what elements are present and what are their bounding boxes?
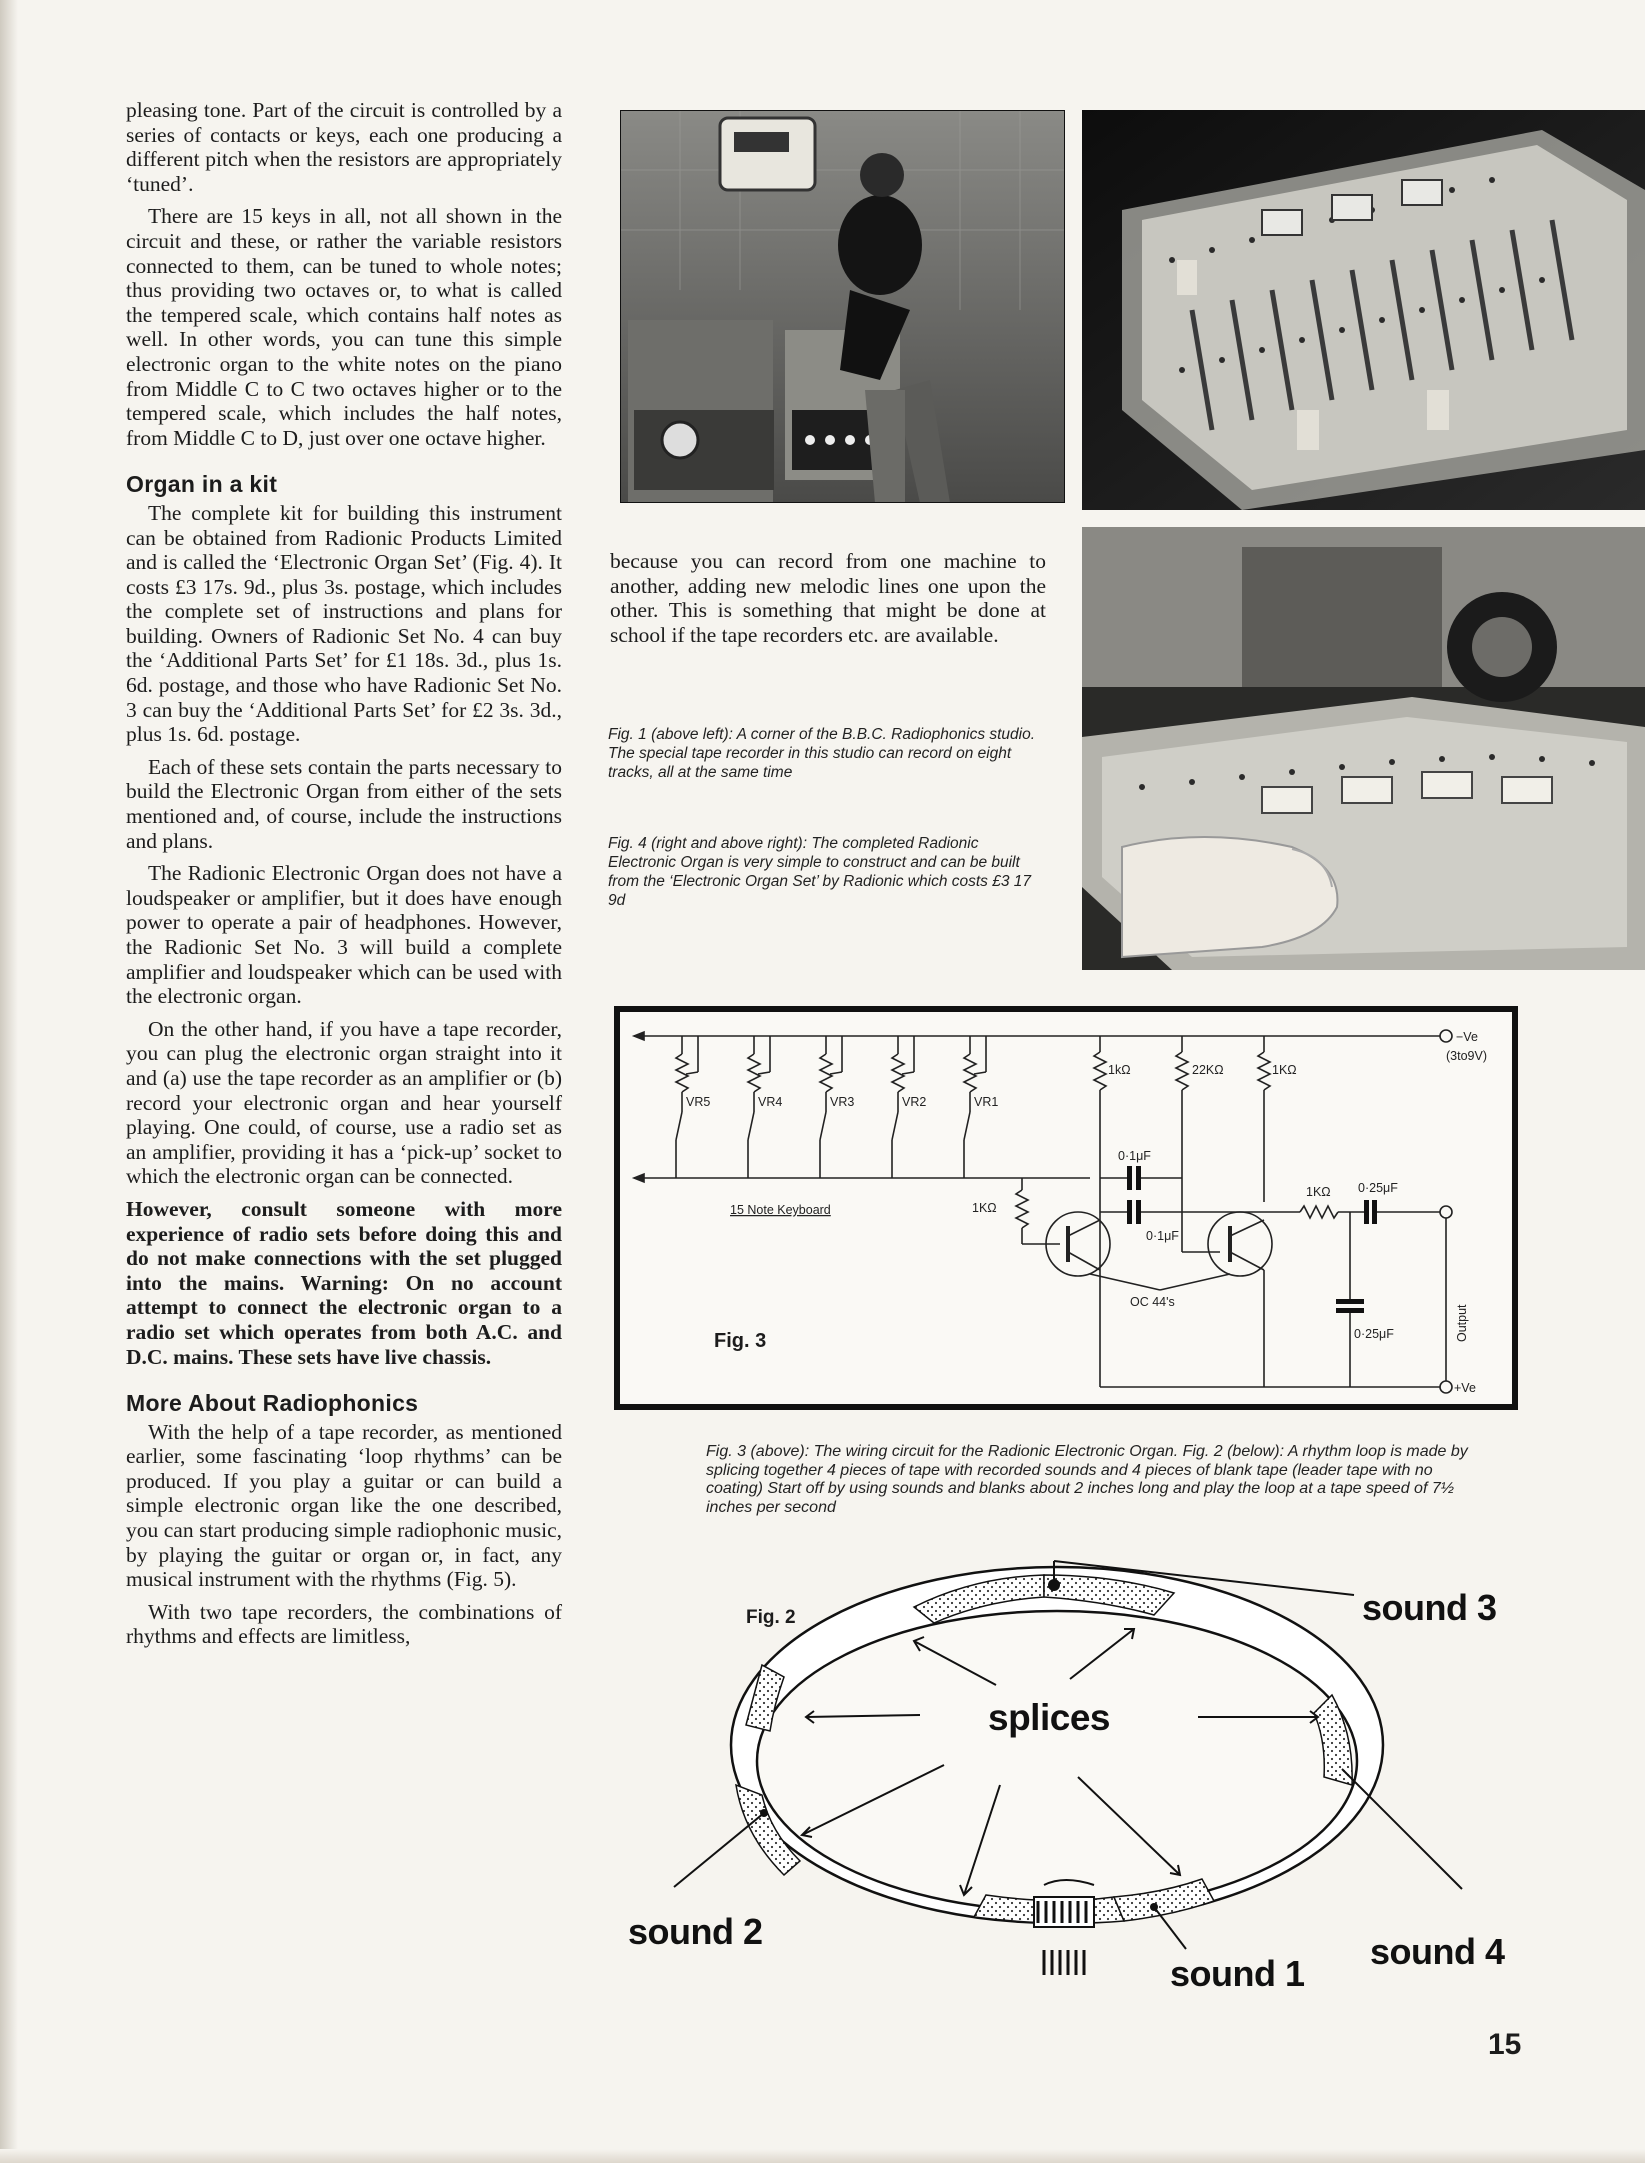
label-1k-out: 1KΩ (1306, 1185, 1331, 1199)
label-vr2: VR2 (902, 1095, 927, 1109)
paragraph: because you can record from one machine to another, adding new melodic lines one upon the other. This is something that might be done at school if the tape recorders etc. are available. (610, 549, 1046, 647)
section-heading-radiophonics: More About Radiophonics (126, 1390, 419, 1417)
label-sound-3: sound 3 (1362, 1587, 1497, 1628)
label-vr5: VR5 (686, 1095, 711, 1109)
photo-bbc-studio (620, 110, 1065, 503)
figure-3-label: Fig. 3 (714, 1330, 767, 1352)
caption-fig3-fig2: Fig. 3 (above): The wiring circuit for the Radionic Electronic Organ. Fig. 2 (below): A rhythm loop is made by splicing together 4 pieces of tape with recorded sounds and 4 pieces of blank tape (leader tape with no coating) Start off by using sounds and blanks about 2 inches long and play the loop at a tape speed of 7½ inches per second (706, 1443, 1468, 1516)
paragraph: The complete kit for building this instrument can be obtained from Radionic Products Limited and is called the ‘Electronic Organ Set’ (Fig. 4). It costs £3 17s. 9d., plus 3s. postage, which includes the complete set of instructions and plans for building. Owners of Radionic Set No. 4 can buy the ‘Additional Parts Set’ for £1 18s. 3d., plus 1s. 6d. postage, and those who have Radionic Set No. 3 can buy the ‘Additional Parts Set’ for £2 3s. 3d., plus 1s. 6d. postage. (126, 500, 562, 747)
paragraph: There are 15 keys in all, not all shown in the circuit and these, or rather the variable resistors connected to them, can be tuned to whole notes; thus providing two octaves or, to what is called the tempered scale, which contains half notes as well. In other words, you can tune this simple electronic organ to the white notes on the piano from Middle C to C two octaves higher or to the tempered scale, which includes the half notes, from Middle C to D, just over one octave higher. (126, 204, 562, 450)
figure-2-tape-loop (614, 1545, 1534, 2025)
photo-organ-hand (1082, 527, 1645, 970)
caption-fig1: Fig. 1 (above left): A corner of the B.B.C. Radiophonics studio. The special tape recorder in this studio can record on eight tracks, all at the same time (608, 726, 1036, 781)
left-column (126, 98, 562, 1657)
paragraph: With two tape recorders, the combinations of rhythms and effects are limitless, (126, 1599, 562, 1649)
label-cap-shunt: 0·25μF (1354, 1327, 1394, 1341)
page-binding-shadow (0, 0, 18, 2163)
label-1k-right: 1KΩ (1272, 1063, 1297, 1077)
paragraph: Each of these sets contain the parts necessary to build the Electronic Organ from either of the sets mentioned and, of course, include the instructions and plans. (126, 754, 562, 853)
photo-organ-board-top (1082, 110, 1645, 510)
label-22k: 22KΩ (1192, 1063, 1224, 1077)
label-output: Output (1455, 1304, 1469, 1342)
warning-paragraph: However, consult someone with more experience of radio sets before doing this and do not make connections with the set plugged into the mains. Warning: On no account attempt to connect the electronic organ to a radio set which operates from both A.C. and D.C. mains. These sets have live chassis. (126, 1196, 562, 1369)
figure-2-label: Fig. 2 (746, 1607, 796, 1628)
figure-3-circuit-diagram (614, 1006, 1518, 1410)
label-neg: −Ve (1456, 1030, 1478, 1044)
paragraph: On the other hand, if you have a tape recorder, you can plug the electronic organ straight into it and (a) use the tape recorder as an amplifier or (b) record your electronic organ and hear yourself playing. One could, of course, use a radio set as an amplifier, providing it has a ‘pick-up’ socket to which the electronic organ can be connected. (126, 1016, 562, 1189)
label-vr3: VR3 (830, 1095, 855, 1109)
label-1k-base: 1KΩ (972, 1201, 997, 1215)
right-column-text (610, 549, 1046, 647)
label-vr4: VR4 (758, 1095, 783, 1109)
label-sound-1: sound 1 (1170, 1953, 1305, 1994)
label-voltage: (3to9V) (1446, 1049, 1487, 1063)
label-sound-2: sound 2 (628, 1911, 763, 1952)
label-cap-top: 0·1μF (1118, 1149, 1151, 1163)
label-1k-top: 1kΩ (1108, 1063, 1131, 1077)
page-number: 15 (1488, 2028, 1522, 2061)
label-vr1: VR1 (974, 1095, 999, 1109)
paragraph: With the help of a tape recorder, as mentioned earlier, some fascinating ‘loop rhythms’ can be produced. If you play a guitar or can build a simple electronic organ like the one described, you can start producing simple radiophonic music, by playing the guitar or organ or, in fact, any musical instrument with the rhythms (Fig. 5). (126, 1419, 562, 1592)
section-heading-organ-kit: Organ in a kit (126, 471, 278, 498)
label-splices: splices (988, 1697, 1110, 1738)
paragraph: pleasing tone. Part of the circuit is controlled by a series of contacts or keys, each one producing a different pitch when the resistors are appropriately ‘tuned’. (126, 98, 562, 196)
label-pos: +Ve (1454, 1381, 1476, 1395)
label-cap-bottom: 0·1μF (1146, 1229, 1179, 1243)
caption-fig4: Fig. 4 (right and above right): The completed Radionic Electronic Organ is very simple to construct and can be built from the ‘Electronic Organ Set’ by Radionic which costs £3 17 9d (608, 835, 1032, 909)
label-keyboard: 15 Note Keyboard (730, 1203, 831, 1217)
label-transistors: OC 44's (1130, 1295, 1175, 1309)
paragraph: The Radionic Electronic Organ does not have a loudspeaker or amplifier, but it does have enough power to operate a pair of headphones. However, the Radionic Set No. 3 will build a complete amplifier and loudspeaker which can be used with the electronic organ. (126, 861, 562, 1009)
page-bottom-shadow (0, 2149, 1645, 2163)
label-sound-4: sound 4 (1370, 1931, 1505, 1972)
label-cap-out: 0·25μF (1358, 1181, 1398, 1195)
